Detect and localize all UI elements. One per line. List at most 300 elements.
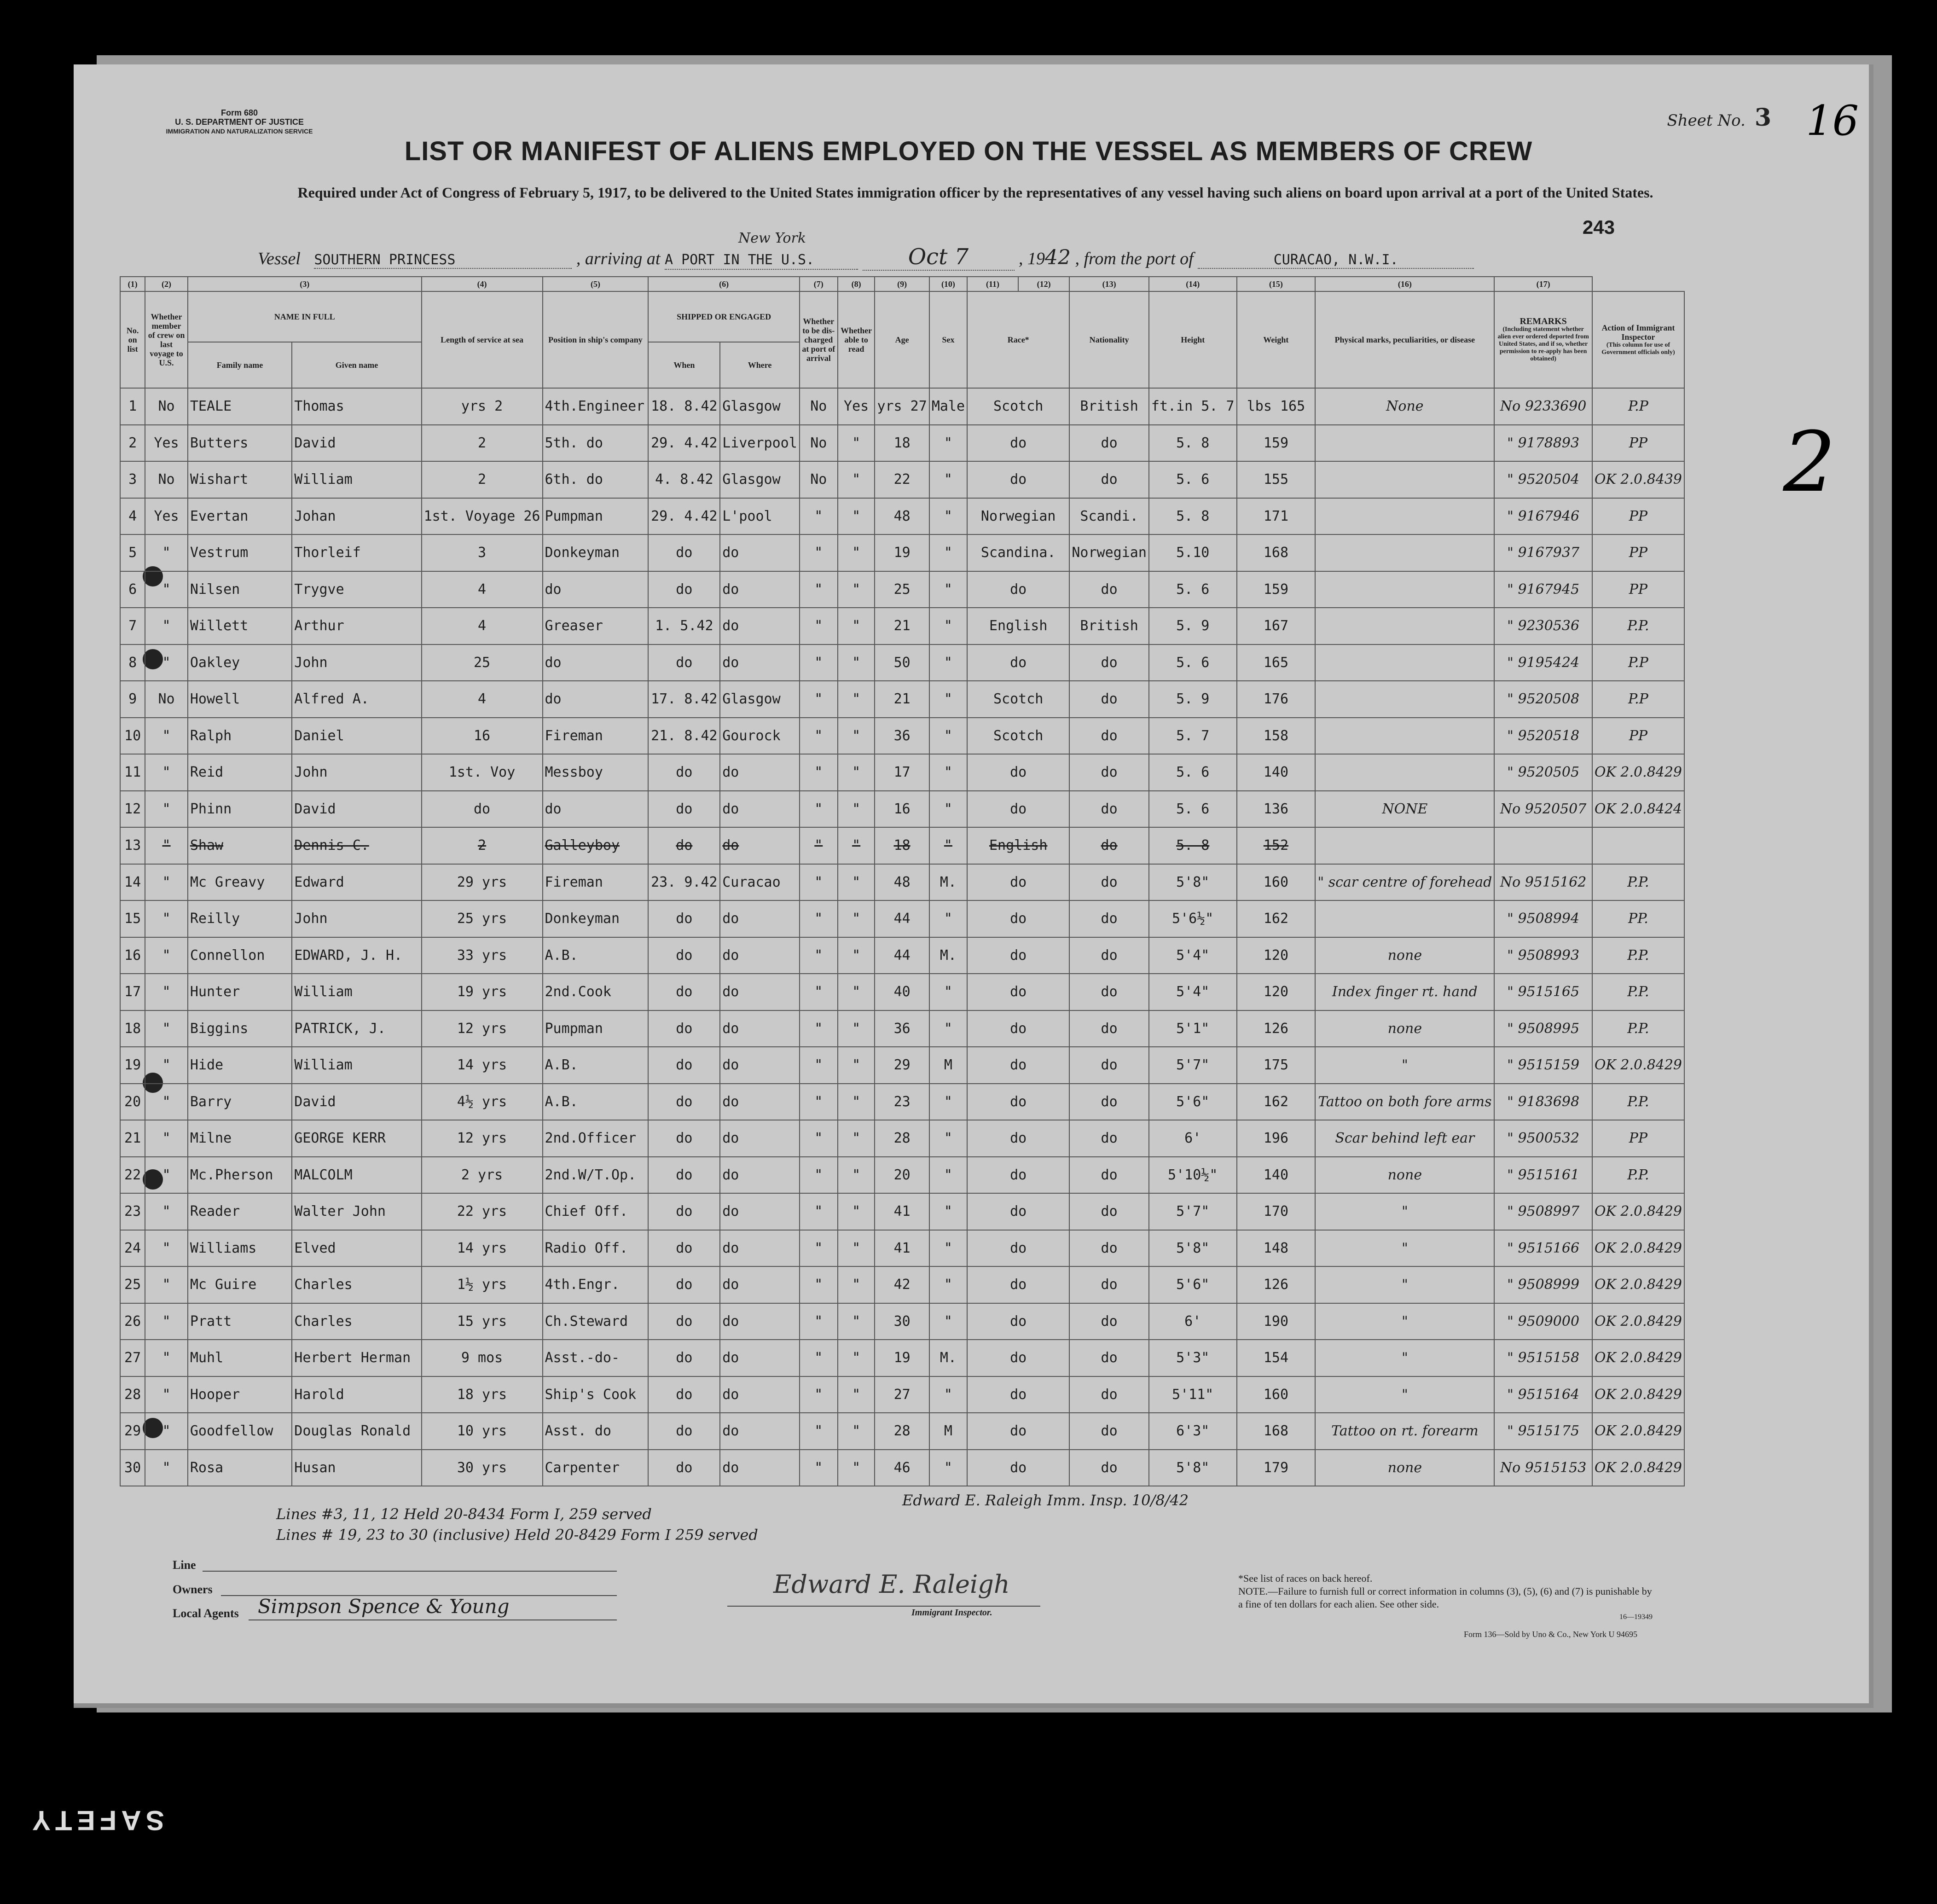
height-cell: ft.in 5. 7 [1149,388,1237,425]
prev-voyage-cell: " [145,1230,188,1267]
weight-cell: 162 [1237,900,1316,937]
col-num: (13) [1069,277,1149,291]
race-cell: Norwegian [967,498,1069,535]
age-cell: 36 [875,718,929,755]
race-cell: do [967,425,1069,462]
nationality-cell: do [1069,1120,1149,1157]
nationality-cell: do [1069,864,1149,901]
inspector-action-cell: PP [1592,498,1684,535]
inspector-action-cell: PP [1592,1120,1684,1157]
remarks-cell: " 9183698 [1494,1084,1592,1120]
physical-marks-cell [1315,900,1494,937]
physical-marks-cell: " [1315,1340,1494,1376]
col-physical: Physical marks, peculiarities, or disease [1315,291,1494,388]
race-cell: do [967,644,1069,681]
height-cell: 5. 6 [1149,644,1237,681]
race-cell: do [967,1120,1069,1157]
length-of-service-cell: 4 [422,681,543,718]
prev-voyage-cell: " [145,1010,188,1047]
height-cell: 5. 8 [1149,425,1237,462]
shipped-where-cell: do [720,1157,800,1194]
discharged-cell: " [800,1340,838,1376]
col-discharged: Whether to be dis-charged at port of arrival [800,291,838,388]
sex-cell: " [929,900,967,937]
footnote: *See list of races on back hereof. NOTE.—Failure to furnish full or correct information in columns (3), (5), (6) and (7) is punishable by a fine of ten dollars for each alien. See other side. 16—19349 [1238,1573,1653,1621]
shipped-when-cell: do [648,791,720,828]
family-name-cell: Mc Greavy [188,864,292,901]
row-number-cell: 20 [120,1084,145,1120]
sex-cell: " [929,974,967,1010]
signature-field [727,1606,1040,1607]
length-of-service-cell: 1st. Voy [422,754,543,791]
discharged-cell: " [800,644,838,681]
stamp-number: 243 [1582,216,1615,238]
shipped-when-cell: 29. 4.42 [648,425,720,462]
height-cell: 6' [1149,1120,1237,1157]
weight-cell: 120 [1237,937,1316,974]
nationality-cell: do [1069,1010,1149,1047]
inspector-action-cell: OK 2.0.8429 [1592,1450,1684,1486]
length-of-service-cell: 12 yrs [422,1010,543,1047]
inspector-action-cell: PP [1592,571,1684,608]
discharged-cell: " [800,498,838,535]
physical-marks-cell: " [1315,1376,1494,1413]
length-of-service-cell: 2 yrs [422,1157,543,1194]
shipped-where-cell: do [720,1266,800,1303]
shipped-when-cell: do [648,1376,720,1413]
race-cell: do [967,937,1069,974]
family-name-cell: Wishart [188,461,292,498]
given-name-cell: John [292,644,421,681]
nationality-cell: do [1069,1340,1149,1376]
shipped-when-cell: do [648,534,720,571]
discharged-cell: " [800,718,838,755]
prev-voyage-cell: No [145,461,188,498]
age-cell: 41 [875,1193,929,1230]
family-name-cell: Nilsen [188,571,292,608]
inspector-action-cell: P.P. [1592,864,1684,901]
given-name-cell: Alfred A. [292,681,421,718]
col-when: When [648,342,720,388]
prev-voyage-cell: " [145,1413,188,1450]
weight-cell: 120 [1237,974,1316,1010]
shipped-when-cell: do [648,1340,720,1376]
weight-cell: 179 [1237,1450,1316,1486]
remarks-cell: " 9515165 [1494,974,1592,1010]
race-cell: do [967,1010,1069,1047]
shipped-where-cell: do [720,791,800,828]
weight-cell: 126 [1237,1010,1316,1047]
table-row [120,1047,1684,1084]
family-name-cell: Hunter [188,974,292,1010]
given-name-cell: Daniel [292,718,421,755]
physical-marks-cell: Index finger rt. hand [1315,974,1494,1010]
family-name-cell: Rosa [188,1450,292,1486]
height-cell: 5'4" [1149,974,1237,1010]
shipped-where-cell: do [720,937,800,974]
race-cell: do [967,1340,1069,1376]
nationality-cell: Norwegian [1069,534,1149,571]
col-whether-member: Whether member of crew on last voyage to U.S. [145,291,188,388]
position-cell: Ch.Steward [543,1303,649,1340]
weight-cell: 175 [1237,1047,1316,1084]
row-number-cell: 25 [120,1266,145,1303]
height-cell: 5. 8 [1149,498,1237,535]
table-row [120,1450,1684,1486]
age-cell: 44 [875,937,929,974]
inspector-action-cell: OK 2.0.8429 [1592,1340,1684,1376]
race-cell: do [967,1047,1069,1084]
shipped-where-cell: do [720,534,800,571]
age-cell: 21 [875,608,929,644]
remarks-cell: " 9515166 [1494,1230,1592,1267]
table-row [120,827,1684,864]
weight-cell: 159 [1237,425,1316,462]
sex-cell: " [929,608,967,644]
remarks-cell: " 9167946 [1494,498,1592,535]
shipped-when-cell: 17. 8.42 [648,681,720,718]
inspector-caption: Immigrant Inspector. [911,1608,992,1618]
remarks-cell: " 9508994 [1494,900,1592,937]
prev-voyage-cell: " [145,937,188,974]
family-name-cell: Oakley [188,644,292,681]
col-length-service: Length of service at sea [422,291,543,388]
sex-cell: " [929,1266,967,1303]
nationality-cell: do [1069,974,1149,1010]
prev-voyage-cell: " [145,1266,188,1303]
length-of-service-cell: 12 yrs [422,1120,543,1157]
discharged-cell: " [800,1193,838,1230]
race-cell: do [967,1230,1069,1267]
shipped-when-cell: 23. 9.42 [648,864,720,901]
able-to-read-cell: " [838,791,875,828]
sex-cell: " [929,1450,967,1486]
height-cell: 6'3" [1149,1413,1237,1450]
table-row [120,1413,1684,1450]
family-name-cell: Reader [188,1193,292,1230]
shipped-where-cell: Curacao [720,864,800,901]
position-cell: Pumpman [543,498,649,535]
nationality-cell: do [1069,827,1149,864]
row-number-cell: 21 [120,1120,145,1157]
physical-marks-cell [1315,644,1494,681]
shipped-where-cell: Glasgow [720,461,800,498]
table-row [120,900,1684,937]
inspector-action-cell: OK 2.0.8439 [1592,461,1684,498]
given-name-cell: William [292,974,421,1010]
remarks-cell: " 9508999 [1494,1266,1592,1303]
sex-cell: " [929,1010,967,1047]
col-num: (3) [188,277,422,291]
col-num: (12) [1018,277,1069,291]
length-of-service-cell: 4 [422,571,543,608]
col-no-on-list: No. on list [120,291,145,388]
physical-marks-cell [1315,461,1494,498]
position-cell: Donkeyman [543,900,649,937]
nationality-cell: do [1069,571,1149,608]
age-cell: 21 [875,681,929,718]
race-cell: do [967,791,1069,828]
shipped-when-cell: do [648,1120,720,1157]
position-cell: 2nd.W/T.Op. [543,1157,649,1194]
col-num: (11) [967,277,1018,291]
row-number-cell: 19 [120,1047,145,1084]
col-shipped: SHIPPED OR ENGAGED [648,291,799,342]
height-cell: 5'7" [1149,1193,1237,1230]
able-to-read-cell: " [838,1376,875,1413]
given-name-cell: William [292,1047,421,1084]
discharged-cell: " [800,571,838,608]
height-cell: 5'3" [1149,1340,1237,1376]
race-cell: do [967,1376,1069,1413]
shipped-where-cell: do [720,900,800,937]
family-name-cell: Mc Guire [188,1266,292,1303]
shipped-where-cell: Glasgow [720,388,800,425]
row-number-cell: 17 [120,974,145,1010]
line-label: Line [173,1558,196,1572]
race-cell: do [967,1266,1069,1303]
prev-voyage-cell: " [145,1120,188,1157]
weight-cell: 160 [1237,864,1316,901]
col-num: (1) [120,277,145,291]
able-to-read-cell: " [838,534,875,571]
nationality-cell: do [1069,1157,1149,1194]
physical-marks-cell: " [1315,1047,1494,1084]
inspector-action-cell: PP [1592,425,1684,462]
row-number-cell: 10 [120,718,145,755]
remarks-cell: " 9520505 [1494,754,1592,791]
weight-cell: 171 [1237,498,1316,535]
remarks-cell: No 9520507 [1494,791,1592,828]
length-of-service-cell: 16 [422,718,543,755]
form-header [133,108,345,136]
height-cell: 5'4" [1149,937,1237,974]
able-to-read-cell: " [838,571,875,608]
col-num: (10) [929,277,967,291]
shipped-where-cell: do [720,644,800,681]
discharged-cell: " [800,791,838,828]
family-name-cell: Willett [188,608,292,644]
position-cell: Pumpman [543,1010,649,1047]
row-number-cell: 1 [120,388,145,425]
row-number-cell: 18 [120,1010,145,1047]
length-of-service-cell: yrs 2 [422,388,543,425]
able-to-read-cell: " [838,425,875,462]
prev-voyage-cell: " [145,718,188,755]
discharged-cell: " [800,754,838,791]
height-cell: 5. 9 [1149,608,1237,644]
able-to-read-cell: " [838,1193,875,1230]
shipped-when-cell: 18. 8.42 [648,388,720,425]
able-to-read-cell: " [838,1303,875,1340]
height-cell: 5. 6 [1149,791,1237,828]
inspector-action-cell: OK 2.0.8429 [1592,1303,1684,1340]
weight-cell: 196 [1237,1120,1316,1157]
col-action: Action of Immigrant Inspector (This column for use of Government officials only) [1592,291,1684,388]
physical-marks-cell: Scar behind left ear [1315,1120,1494,1157]
able-to-read-cell: " [838,1413,875,1450]
remarks-cell [1494,827,1592,864]
crew-rows [120,388,1684,1486]
discharged-cell: " [800,534,838,571]
able-to-read-cell: " [838,827,875,864]
position-cell: 2nd.Officer [543,1120,649,1157]
given-name-cell: Elved [292,1230,421,1267]
remarks-cell: " 9508995 [1494,1010,1592,1047]
sex-cell: " [929,1193,967,1230]
sex-cell: " [929,498,967,535]
nationality-cell: do [1069,1047,1149,1084]
inspector-action-cell: OK 2.0.8429 [1592,1266,1684,1303]
sex-cell: " [929,571,967,608]
given-name-cell: John [292,900,421,937]
remarks-cell: " 9515175 [1494,1413,1592,1450]
shipped-when-cell: do [648,937,720,974]
form-label: Form 680 [220,108,258,117]
sex-cell: " [929,461,967,498]
inspector-action-cell: OK 2.0.8429 [1592,1047,1684,1084]
inspector-action-cell: OK 2.0.8429 [1592,1413,1684,1450]
age-cell: 42 [875,1266,929,1303]
col-height: Height [1149,291,1237,388]
height-cell: 5'8" [1149,1230,1237,1267]
height-cell: 5'6" [1149,1084,1237,1120]
position-cell: do [543,791,649,828]
row-number-cell: 3 [120,461,145,498]
age-cell: 50 [875,644,929,681]
weight-cell: 168 [1237,534,1316,571]
table-row [120,754,1684,791]
race-cell: do [967,974,1069,1010]
remarks-cell: " 9178893 [1494,425,1592,462]
inspector-action-cell: PP. [1592,900,1684,937]
position-cell: A.B. [543,1047,649,1084]
position-cell: Galleyboy [543,827,649,864]
weight-cell: 136 [1237,791,1316,828]
age-cell: 22 [875,461,929,498]
table-row [120,1340,1684,1376]
sex-cell: " [929,1230,967,1267]
col-sex: Sex [929,291,967,388]
row-number-cell: 4 [120,498,145,535]
shipped-where-cell: do [720,1413,800,1450]
nationality-cell: do [1069,1266,1149,1303]
race-cell: Scotch [967,388,1069,425]
table-row [120,571,1684,608]
shipped-when-cell: do [648,571,720,608]
nationality-cell: do [1069,937,1149,974]
table-row [120,388,1684,425]
shipped-when-cell: do [648,1266,720,1303]
height-cell: 5. 8 [1149,827,1237,864]
given-name-cell: John [292,754,421,791]
height-cell: 5. 7 [1149,718,1237,755]
remarks-cell: " 9520518 [1494,718,1592,755]
agents-label: Local Agents [173,1607,239,1620]
arrival-year: 42 [1045,246,1071,269]
able-to-read-cell: " [838,1340,875,1376]
table-row [120,644,1684,681]
col-num: (15) [1237,277,1316,291]
discharged-cell: " [800,827,838,864]
table-row [120,534,1684,571]
page-title: LIST OR MANIFEST OF ALIENS EMPLOYED ON THE VESSEL AS MEMBERS OF CREW [404,136,1533,166]
nationality-cell: do [1069,1450,1149,1486]
vessel-line: Vessel SOUTHERN PRINCESS , arriving at A PORT IN THE U.S. New York Oct 7 , 1942 , from the port of CURACAO, N.W.I. [258,244,1799,271]
sex-cell: M [929,1413,967,1450]
col-age: Age [875,291,929,388]
given-name-cell: Herbert Herman [292,1340,421,1376]
given-name-cell: David [292,791,421,828]
length-of-service-cell: 3 [422,534,543,571]
corner-number: 16 [1806,97,1859,145]
table-row [120,1193,1684,1230]
prev-voyage-cell: " [145,754,188,791]
shipped-when-cell: do [648,900,720,937]
prev-voyage-cell: " [145,1450,188,1486]
age-cell: 20 [875,1157,929,1194]
age-cell: 27 [875,1376,929,1413]
physical-marks-cell: " [1315,1193,1494,1230]
col-num: (16) [1315,277,1494,291]
able-to-read-cell: " [838,900,875,937]
age-cell: 48 [875,498,929,535]
inspector-action-cell: PP [1592,534,1684,571]
race-cell: do [967,461,1069,498]
given-name-cell: Charles [292,1303,421,1340]
nationality-cell: British [1069,388,1149,425]
height-cell: 5'1" [1149,1010,1237,1047]
inspector-action-cell: P.P. [1592,1157,1684,1194]
discharged-cell: No [800,388,838,425]
departure-port: CURACAO, N.W.I. [1198,252,1474,269]
able-to-read-cell: " [838,718,875,755]
col-weight: Weight [1237,291,1316,388]
physical-marks-cell [1315,754,1494,791]
family-name-cell: Goodfellow [188,1413,292,1450]
physical-marks-cell [1315,534,1494,571]
inspector-action-cell: P.P. [1592,1084,1684,1120]
physical-marks-cell [1315,827,1494,864]
age-cell: 40 [875,974,929,1010]
remarks-cell: " 9515159 [1494,1047,1592,1084]
position-cell: 4th.Engr. [543,1266,649,1303]
able-to-read-cell: " [838,754,875,791]
position-cell: Carpenter [543,1450,649,1486]
weight-cell: 162 [1237,1084,1316,1120]
remarks-cell: No 9515162 [1494,864,1592,901]
arriving-city: New York [738,230,806,246]
given-name-cell: Charles [292,1266,421,1303]
length-of-service-cell: 25 [422,644,543,681]
discharged-cell: " [800,1010,838,1047]
height-cell: 5. 6 [1149,754,1237,791]
given-name-cell: EDWARD, J. H. [292,937,421,974]
length-of-service-cell: 2 [422,461,543,498]
position-cell: 5th. do [543,425,649,462]
col-race: Race* [967,291,1069,388]
prev-voyage-cell: " [145,864,188,901]
table-row [120,1230,1684,1267]
length-of-service-cell: 4½ yrs [422,1084,543,1120]
table-row [120,1157,1684,1194]
sex-cell: Male [929,388,967,425]
family-name-cell: Milne [188,1120,292,1157]
row-number-cell: 26 [120,1303,145,1340]
given-name-cell: MALCOLM [292,1157,421,1194]
row-number-cell: 29 [120,1413,145,1450]
row-number-cell: 6 [120,571,145,608]
